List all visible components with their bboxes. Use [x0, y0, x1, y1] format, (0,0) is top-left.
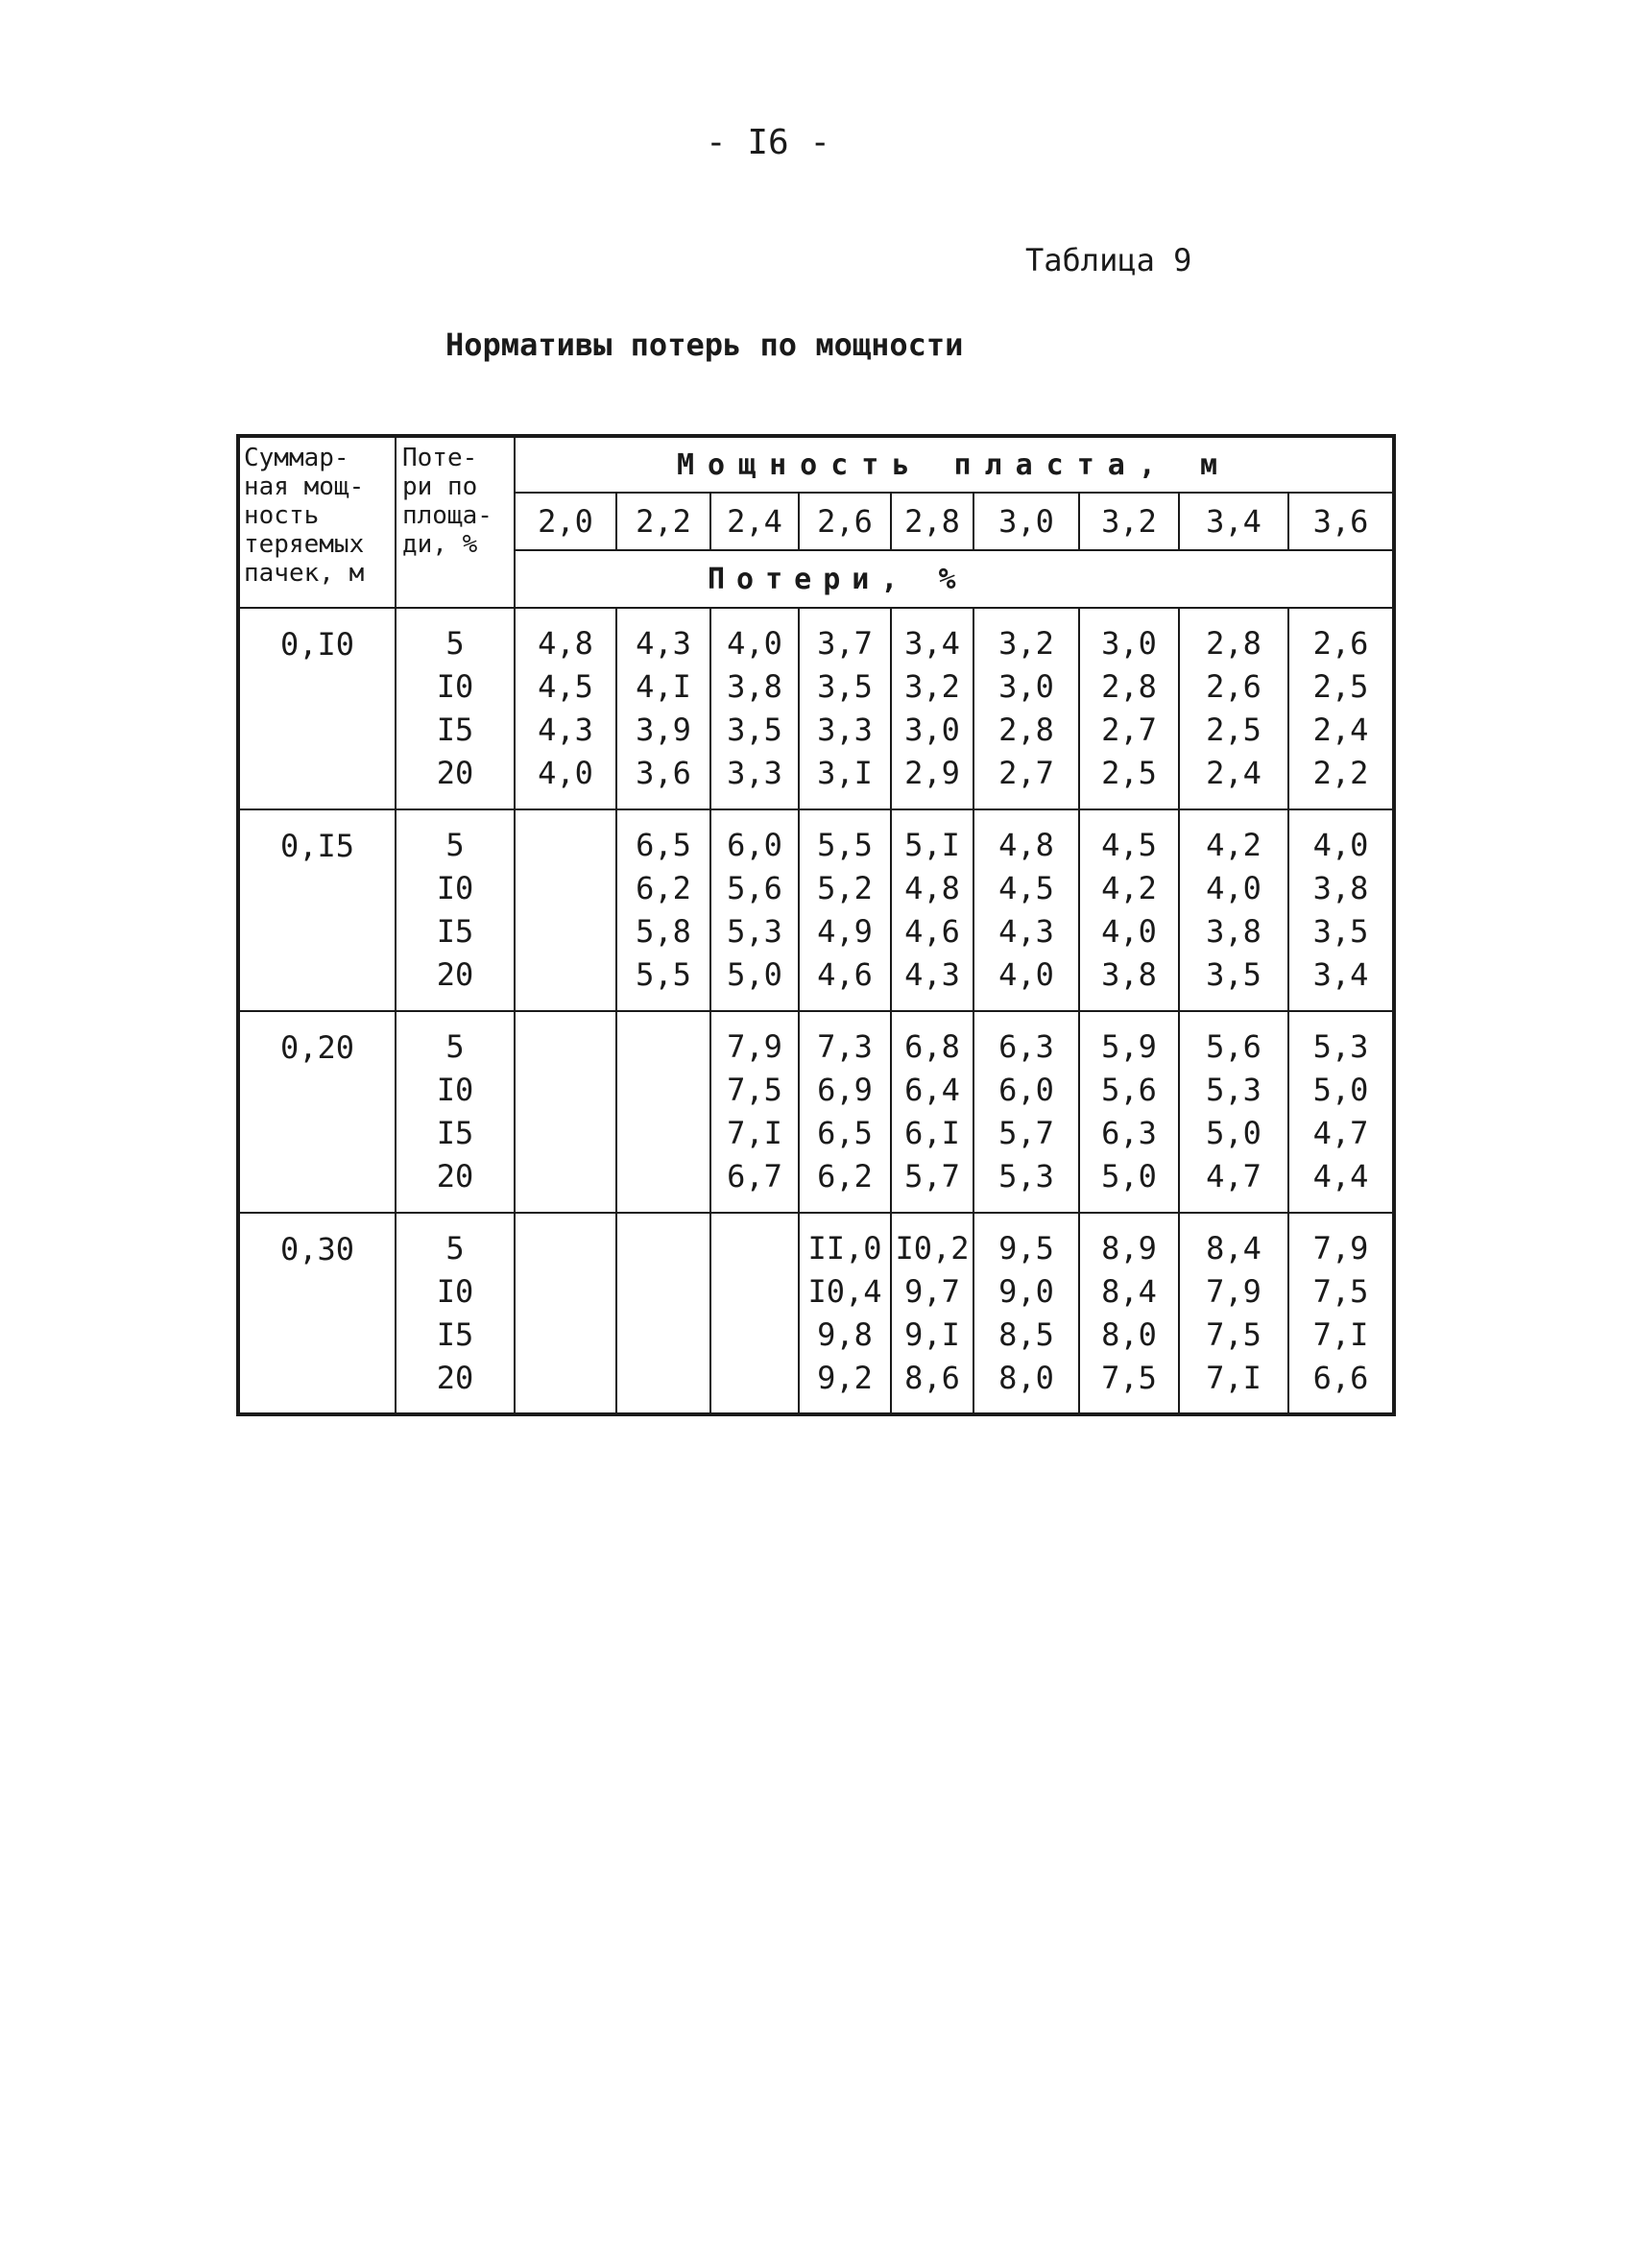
loss-value: I0,4: [807, 1273, 882, 1310]
header-seam-thickness: Мощность пласта, м: [515, 436, 1394, 493]
header-line: ная мощ-: [244, 472, 365, 501]
loss-value: 4,0: [998, 956, 1054, 993]
loss-value: 4,3: [538, 712, 593, 748]
loss-value: 7,3: [817, 1028, 873, 1065]
loss-value: 3,2: [904, 668, 960, 705]
empty-cell: [616, 1011, 710, 1213]
header-line: теряемых: [244, 530, 365, 559]
loss-value: 8,4: [1101, 1273, 1157, 1310]
area-loss-value: I0: [436, 870, 474, 906]
loss-value: 5,6: [727, 870, 782, 906]
loss-cell: [1079, 809, 1179, 1011]
loss-value: 2,4: [1206, 755, 1262, 791]
loss-value: 3,6: [636, 755, 691, 791]
header-area-loss: [396, 436, 515, 608]
loss-value: 3,8: [1312, 870, 1369, 906]
loss-value: 9,5: [998, 1230, 1054, 1267]
area-loss-value: 20: [436, 1360, 474, 1396]
header-line: Суммар-: [244, 444, 349, 472]
table-row: [238, 1213, 1394, 1414]
loss-value: 4,3: [636, 625, 691, 662]
loss-cell: [710, 608, 799, 809]
loss-value: 5,I: [904, 827, 960, 863]
empty-cell: [515, 809, 616, 1011]
loss-value: 6,9: [817, 1072, 873, 1108]
loss-value: 5,6: [1206, 1028, 1262, 1065]
empty-cell: [515, 1213, 616, 1414]
table-row: [238, 809, 1394, 1011]
loss-value: 2,9: [904, 755, 960, 791]
loss-value: 6,2: [817, 1158, 873, 1194]
area-loss-value: 5: [445, 1028, 465, 1065]
loss-value: 7,I: [727, 1115, 782, 1151]
loss-value: 5,7: [998, 1115, 1054, 1151]
header-thickness-cell: 2,4: [710, 493, 799, 550]
loss-cell: [710, 809, 799, 1011]
loss-cell: [973, 1213, 1079, 1414]
loss-value: 6,3: [1101, 1115, 1157, 1151]
loss-value: 3,5: [1312, 913, 1369, 950]
loss-value: 4,3: [904, 956, 960, 993]
empty-cell: [616, 1213, 710, 1414]
loss-cell: [799, 809, 891, 1011]
loss-value: 6,4: [904, 1072, 960, 1108]
loss-cell: [799, 608, 891, 809]
area-loss-value: I5: [436, 1316, 474, 1353]
loss-cell: [616, 809, 710, 1011]
total-thickness-cell: 0,I5: [238, 809, 396, 1011]
loss-value: 5,0: [1101, 1158, 1157, 1194]
area-loss-value: I0: [436, 1273, 474, 1310]
loss-value: 7,9: [1312, 1230, 1369, 1267]
loss-value: 9,2: [817, 1360, 873, 1396]
loss-cell: [1179, 1011, 1288, 1213]
empty-cell: [710, 1213, 799, 1414]
loss-value: 3,0: [1101, 625, 1157, 662]
loss-value: 5,3: [1312, 1028, 1369, 1065]
loss-cell: [1079, 1213, 1179, 1414]
loss-value: I0,2: [895, 1230, 970, 1267]
loss-value: 2,6: [1312, 625, 1369, 662]
area-loss-value: 20: [436, 1158, 474, 1194]
loss-value: 4,0: [538, 755, 593, 791]
header-thickness-cell: 2,8: [891, 493, 973, 550]
loss-value: 9,0: [998, 1273, 1054, 1310]
header-total-thickness: [238, 436, 396, 608]
loss-cell: [973, 809, 1079, 1011]
header-losses-percent: Потери, %: [515, 550, 1394, 608]
loss-value: 6,2: [636, 870, 691, 906]
loss-value: 4,7: [1312, 1115, 1369, 1151]
header-thickness-cell: 3,6: [1288, 493, 1394, 550]
loss-cell: [1179, 1213, 1288, 1414]
loss-value: 4,3: [998, 913, 1054, 950]
loss-value: 3,I: [817, 755, 873, 791]
loss-value: 3,8: [727, 668, 782, 705]
loss-cell: [1179, 809, 1288, 1011]
loss-value: 2,7: [1101, 712, 1157, 748]
area-loss-value: I5: [436, 1115, 474, 1151]
loss-cell: [515, 608, 616, 809]
table-row: [238, 1011, 1394, 1213]
loss-value: 4,0: [727, 625, 782, 662]
table-title: Нормативы потерь по мощности: [445, 326, 964, 363]
loss-value: 3,5: [727, 712, 782, 748]
loss-value: 4,5: [1101, 827, 1157, 863]
loss-cell: [1179, 608, 1288, 809]
loss-value: 5,0: [727, 956, 782, 993]
loss-value: 7,I: [1312, 1316, 1369, 1353]
area-loss-value: I0: [436, 1072, 474, 1108]
loss-cell: [1288, 608, 1394, 809]
header-thickness-cell: 3,4: [1179, 493, 1288, 550]
header-line: ри по: [402, 472, 478, 501]
loss-cell: [891, 809, 973, 1011]
loss-value: 3,8: [1101, 956, 1157, 993]
header-line: площа-: [402, 501, 493, 530]
loss-value: 3,9: [636, 712, 691, 748]
area-loss-cell: [396, 608, 515, 809]
loss-value: 4,5: [538, 668, 593, 705]
loss-value: 7,5: [1101, 1360, 1157, 1396]
loss-value: II,0: [807, 1230, 882, 1267]
loss-value: 6,0: [998, 1072, 1054, 1108]
loss-value: 3,3: [817, 712, 873, 748]
area-loss-cell: [396, 1011, 515, 1213]
losses-table: [236, 434, 1396, 1416]
loss-cell: [1079, 1011, 1179, 1213]
area-loss-cell: [396, 1213, 515, 1414]
loss-value: 4,8: [538, 625, 593, 662]
loss-value: 4,5: [998, 870, 1054, 906]
loss-value: 6,7: [727, 1158, 782, 1194]
loss-cell: [1288, 1213, 1394, 1414]
loss-value: 2,5: [1206, 712, 1262, 748]
total-thickness-cell: 0,20: [238, 1011, 396, 1213]
loss-value: 6,0: [727, 827, 782, 863]
loss-value: 2,5: [1312, 668, 1369, 705]
loss-value: 3,5: [1206, 956, 1262, 993]
area-loss-value: I0: [436, 668, 474, 705]
loss-value: 6,8: [904, 1028, 960, 1065]
area-loss-value: 5: [445, 1230, 465, 1267]
header-thickness-cell: 2,6: [799, 493, 891, 550]
loss-value: 3,4: [1312, 956, 1369, 993]
loss-value: 7,5: [727, 1072, 782, 1108]
loss-value: 4,6: [904, 913, 960, 950]
loss-value: 8,9: [1101, 1230, 1157, 1267]
loss-value: 5,0: [1312, 1072, 1369, 1108]
loss-value: 6,5: [817, 1115, 873, 1151]
loss-cell: [891, 608, 973, 809]
loss-value: 3,4: [904, 625, 960, 662]
loss-value: 2,6: [1206, 668, 1262, 705]
header-thickness-cell: 2,2: [616, 493, 710, 550]
loss-value: 6,6: [1312, 1360, 1369, 1396]
area-loss-value: 5: [445, 625, 465, 662]
loss-value: 5,3: [727, 913, 782, 950]
loss-cell: [799, 1213, 891, 1414]
loss-value: 3,3: [727, 755, 782, 791]
loss-value: 7,5: [1312, 1273, 1369, 1310]
loss-value: 5,3: [998, 1158, 1054, 1194]
area-loss-value: 5: [445, 827, 465, 863]
loss-value: 5,2: [817, 870, 873, 906]
loss-value: 3,2: [998, 625, 1054, 662]
area-loss-value: I5: [436, 913, 474, 950]
loss-value: 5,0: [1206, 1115, 1262, 1151]
loss-value: 8,0: [1101, 1316, 1157, 1353]
loss-value: 3,8: [1206, 913, 1262, 950]
total-thickness-cell: 0,I0: [238, 608, 396, 809]
loss-cell: [1288, 1011, 1394, 1213]
loss-value: 5,3: [1206, 1072, 1262, 1108]
loss-value: 4,2: [1101, 870, 1157, 906]
loss-cell: [973, 608, 1079, 809]
loss-value: 8,5: [998, 1316, 1054, 1353]
loss-cell: [799, 1011, 891, 1213]
loss-value: 7,9: [727, 1028, 782, 1065]
loss-cell: [1288, 809, 1394, 1011]
loss-value: 4,8: [998, 827, 1054, 863]
loss-value: 3,5: [817, 668, 873, 705]
loss-value: 6,5: [636, 827, 691, 863]
loss-value: 2,5: [1101, 755, 1157, 791]
loss-value: 2,2: [1312, 755, 1369, 791]
area-loss-cell: [396, 809, 515, 1011]
loss-value: 9,7: [904, 1273, 960, 1310]
loss-value: 4,6: [817, 956, 873, 993]
area-loss-value: 20: [436, 755, 474, 791]
loss-cell: [891, 1213, 973, 1414]
total-thickness-cell: 0,30: [238, 1213, 396, 1414]
loss-value: 5,7: [904, 1158, 960, 1194]
table-label: Таблица 9: [1025, 242, 1192, 278]
table-row: [238, 608, 1394, 809]
loss-value: 7,I: [1206, 1360, 1262, 1396]
loss-value: 2,8: [1101, 668, 1157, 705]
loss-value: 9,I: [904, 1316, 960, 1353]
loss-value: 8,0: [998, 1360, 1054, 1396]
loss-value: 4,2: [1206, 827, 1262, 863]
loss-value: 4,4: [1312, 1158, 1369, 1194]
loss-value: 4,9: [817, 913, 873, 950]
loss-value: 7,5: [1206, 1316, 1262, 1353]
loss-value: 3,7: [817, 625, 873, 662]
loss-value: 5,5: [636, 956, 691, 993]
loss-value: 5,5: [817, 827, 873, 863]
area-loss-value: I5: [436, 712, 474, 748]
loss-value: 3,0: [904, 712, 960, 748]
loss-value: 5,8: [636, 913, 691, 950]
header-thickness-cell: 2,0: [515, 493, 616, 550]
loss-value: 2,8: [998, 712, 1054, 748]
loss-cell: [891, 1011, 973, 1213]
header-line: Поте-: [402, 444, 478, 472]
loss-value: 4,8: [904, 870, 960, 906]
loss-value: 4,7: [1206, 1158, 1262, 1194]
empty-cell: [515, 1011, 616, 1213]
loss-value: 2,8: [1206, 625, 1262, 662]
page-number: - I6 -: [705, 123, 831, 162]
area-loss-value: 20: [436, 956, 474, 993]
loss-value: 5,6: [1101, 1072, 1157, 1108]
loss-cell: [1079, 608, 1179, 809]
loss-value: 7,9: [1206, 1273, 1262, 1310]
loss-value: 6,I: [904, 1115, 960, 1151]
loss-value: 8,6: [904, 1360, 960, 1396]
header-line: ность: [244, 501, 320, 530]
header-line: ди, %: [402, 530, 478, 559]
loss-value: 2,7: [998, 755, 1054, 791]
loss-cell: [710, 1011, 799, 1213]
loss-value: 5,9: [1101, 1028, 1157, 1065]
loss-value: 4,0: [1206, 870, 1262, 906]
loss-value: 8,4: [1206, 1230, 1262, 1267]
loss-value: 4,0: [1312, 827, 1369, 863]
header-thickness-cell: 3,2: [1079, 493, 1179, 550]
loss-value: 2,4: [1312, 712, 1369, 748]
header-line: пачек, м: [244, 559, 365, 588]
loss-value: 3,0: [998, 668, 1054, 705]
loss-value: 4,I: [636, 668, 691, 705]
loss-value: 9,8: [817, 1316, 873, 1353]
loss-value: 6,3: [998, 1028, 1054, 1065]
loss-cell: [973, 1011, 1079, 1213]
loss-cell: [616, 608, 710, 809]
header-thickness-cell: 3,0: [973, 493, 1079, 550]
loss-value: 4,0: [1101, 913, 1157, 950]
